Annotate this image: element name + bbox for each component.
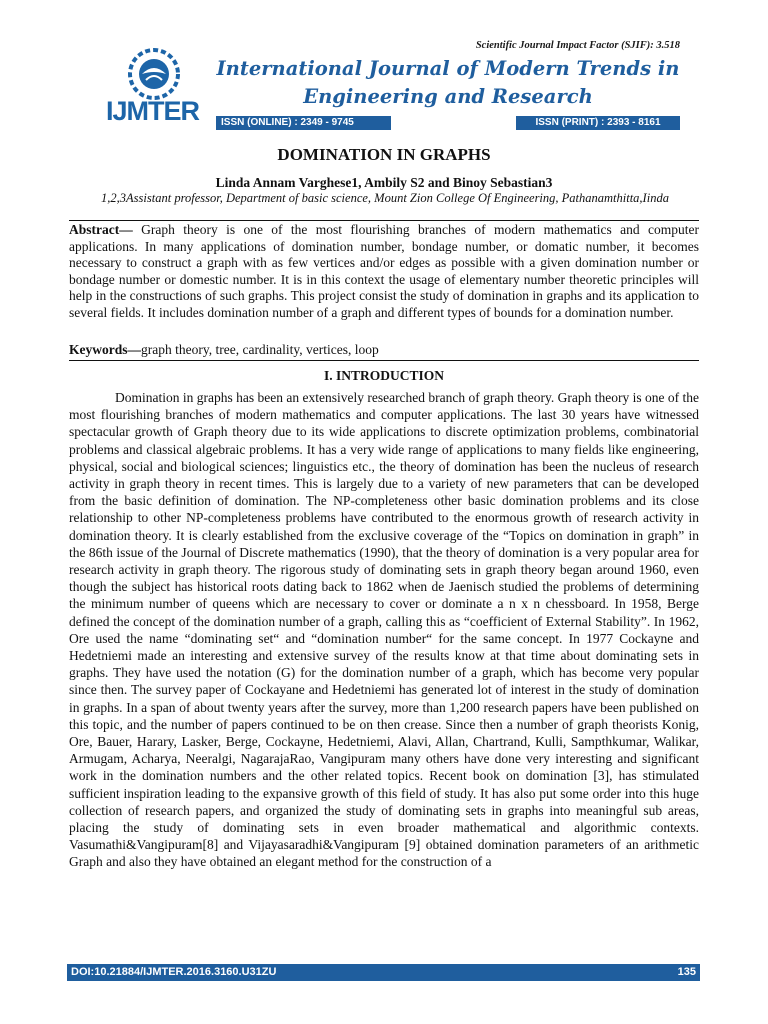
- issn-print-badge: ISSN (PRINT) : 2393 - 8161: [516, 116, 680, 130]
- paper-authors: Linda Annam Varghese1, Ambily S2 and Binoy Sebastian3: [215, 175, 553, 190]
- logo-wordmark: IJMTER: [106, 96, 200, 126]
- keywords-line: [69, 342, 699, 359]
- keywords-label: Keywords—: [69, 342, 141, 357]
- doi-link[interactable]: DOI:10.21884/IJMTER.2016.3160.U31ZU: [71, 966, 277, 978]
- abstract-text: Graph theory is one of the most flourishing branches of modern mathematics and computer applications. In many applications of domination number, bondage number, or domatic number, it becomes necessary to construct a graph with as few vertices and/or edges as possible with a given domination number or bondage number or domestic number. It is in this context the usage of elementary number theoretic principles will help in the constructions of such graphs. This project consist the study of domination in graphs and its application to several fields. It includes domination number of a graph and different types of bounds for a domination number.: [69, 222, 699, 320]
- abstract-label: Abstract—: [69, 222, 133, 237]
- issn-online-badge: ISSN (ONLINE) : 2349 - 9745: [216, 116, 391, 130]
- section-heading: I. INTRODUCTION: [323, 368, 445, 383]
- page-footer: [67, 964, 700, 981]
- bottom-divider: [69, 360, 699, 361]
- author-affiliation: 1,2,3Assistant professor, Department of basic science, Mount Zion College Of Engineering, Pathanamthitta,Iinda: [101, 191, 669, 205]
- paper-title: DOMINATION IN GRAPHS: [277, 145, 491, 164]
- journal-title: International Journal of Modern Trends in Engineering and Research: [216, 57, 680, 108]
- keywords-text: graph theory, tree, cardinality, vertices, loop: [141, 342, 379, 357]
- abstract-paragraph: [69, 222, 699, 322]
- page-number: 135: [677, 966, 696, 978]
- introduction-paragraph: Domination in graphs has been an extensively researched branch of graph theory. Graph theory is one of the most flourishing branches of modern mathematics and computer applications. The last 30 years have witnessed spectacular growth of Graph theory due to its wide applications to discrete optimization problems, combinatorial problems and classical algebraic problems. It has a very wide range of applications to many fields like engineering, physical, social and biological sciences; linguistics etc., the theory of domination has been the nucleus of research activity in graph theory in recent times. This is largely due to a variety of new parameters that can be developed from the basic definition of domination. The NP-completeness other basic domination problems and its close relationship to other NP-completeness problems have contributed to the enormous growth of research activity in domination theory. It is clearly established from the exclusive coverage of the “Topics on domination in graph” in the 86th issue of the Journal of Discrete mathematics (1990), that the theory of domination is a very popular area for research activity in graph theory. The rigorous study of dominating sets in graph theory began around 1960, even though the subject has historical roots dating back to 1862 when de Jaenisch studied the problems of determining the minimum number of queens which are necessary to cover or dominate a n x n chessboard. In 1958, Berge defined the concept of the domination number of a graph, calling this as “coefficient of External Stability”. In 1962, Ore used the name “dominating set“ and “domination number“ for the same concept. In 1977 Cockayne and Hedetniemi made an interesting and extensive survey of the results know at that time about dominating sets in graphs. They have used the notation (G) for the domination number of a graph, which has become very popular since then. The survey paper of Cockayane and Hedetniemi has generated lot of interest in the study of domination in graphs. In a span of about twenty years after the survey, more than 1,200 research papers have been published on this topic, and the number of papers continued to be on then crease. Since then a number of graph theorists Konig, Ore, Bauer, Harary, Lasker, Berge, Cockayne, Hedetniemi, Alavi, Allan, Chartrand, Kulli, Sampthkumar, Walikar, Armugam, Acharya, Neeralgi, NagarajaRao, Vangipuram many others have done very interesting and significant work in the domination numbers and the other related topics. Recent book on domination [3], has stimulated sufficient inspiration leading to the expansive growth of this field of study. It has also put some order into this huge collection of research papers, and organized the study of dominating sets in graphs into meaningful sub areas, placing the study of dominating sets in even broader mathematical and algorithmic contexts. Vasumathi&Vangipuram[8] and Vijayasaradhi&Vangipuram [9] obtained domination parameters of an arithmetic Graph and also they have obtained an elegant method for the construction of a: [69, 390, 699, 870]
- top-divider: [69, 220, 699, 221]
- impact-factor: Scientific Journal Impact Factor (SJIF): 3.518: [475, 40, 680, 51]
